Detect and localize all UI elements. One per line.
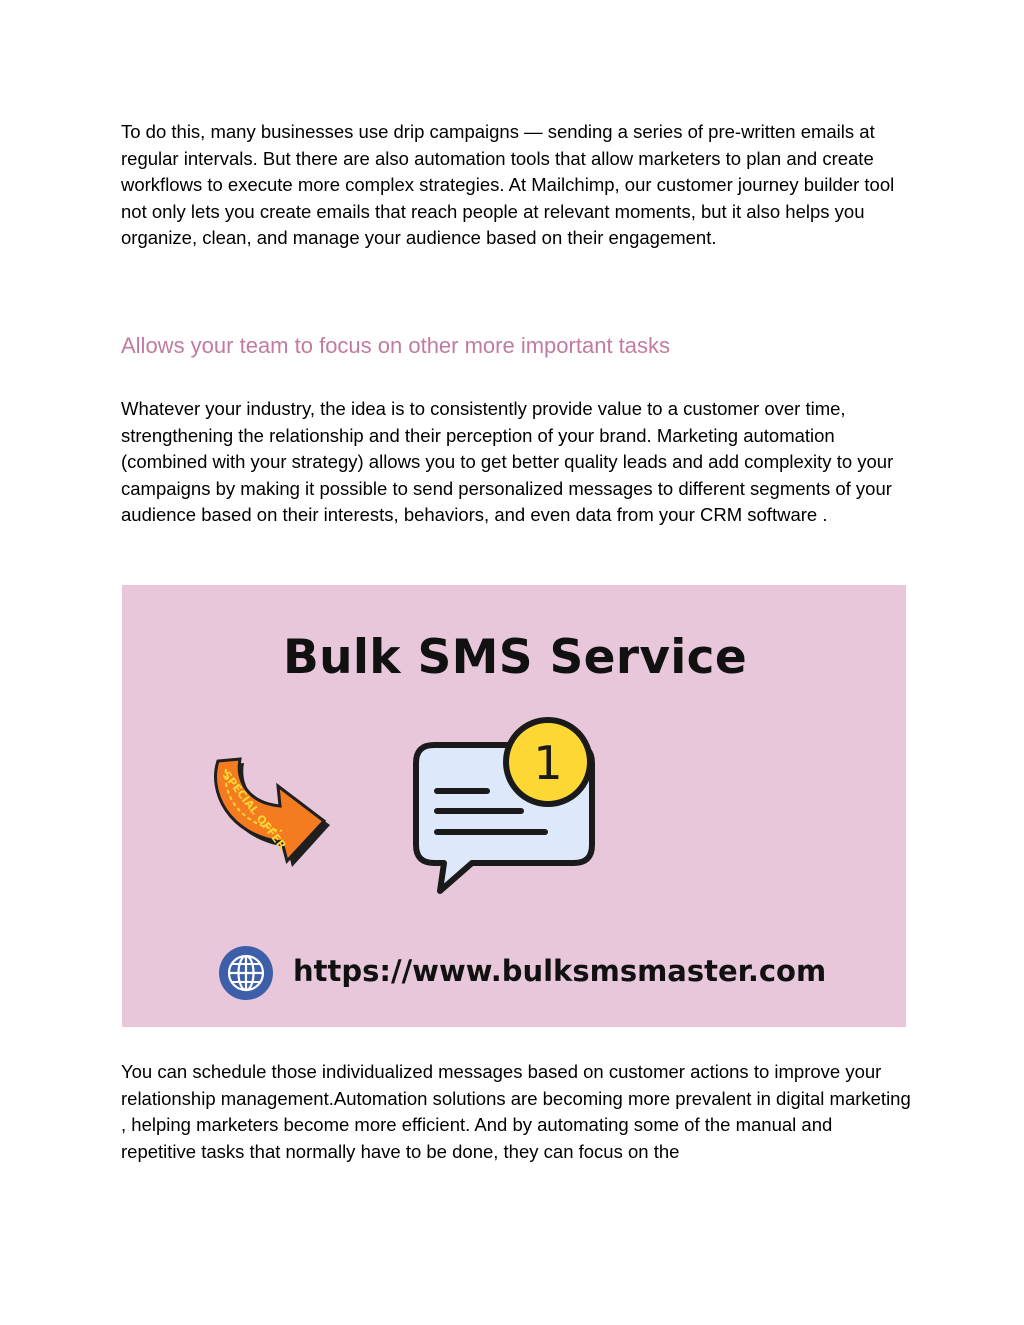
special-offer-arrow-icon xyxy=(216,759,330,867)
paragraph-industry-value: Whatever your industry, the idea is to consistently provide value to a customer over time, strengthening the relationship and their perception of your brand. Marketing automation (combined with your strategy) allows you to get better quality leads and add complexity to your campaigns by making it possible to send personalized messages to different segments of your audience based on their interests, behaviors, and even data from your CRM software . xyxy=(121,398,894,526)
special-offer-text: SPECIAL OFFER xyxy=(219,768,289,853)
paragraph-schedule-messages: You can schedule those individualized messages based on customer actions to improve your relationship management.Automation solutions are becoming more prevalent in digital marketing , helping marketers become more efficient. And by automating some of the manual and repetitive tasks that normally have to be done, they can focus on the xyxy=(121,1061,911,1162)
banner-title: Bulk SMS Service xyxy=(282,630,748,685)
notification-badge-icon xyxy=(506,720,590,804)
globe-icon xyxy=(219,946,273,1000)
badge-count: 1 xyxy=(533,736,563,790)
paragraph-drip-campaigns: To do this, many businesses use drip campaigns — sending a series of pre-written emails at regular intervals. But there are also automation tools that allow marketers to plan and create workflows to execute more complex strategies. At Mailchimp, our customer journey builder tool not only lets you create emails that reach people at relevant moments, but it also helps you organize, clean, and manage your audience based on their engagement. xyxy=(121,121,895,249)
banner-url: https://www.bulksmsmaster.com xyxy=(293,954,827,988)
section-heading: Allows your team to focus on other more important tasks xyxy=(121,333,671,358)
